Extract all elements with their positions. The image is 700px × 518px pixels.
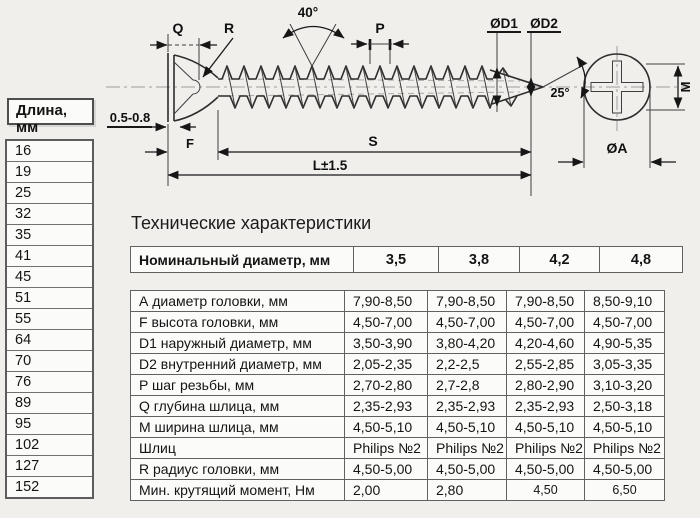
spec-value: 4,50: [507, 480, 585, 501]
screw-technical-drawing: [0, 0, 700, 212]
dim-label-q: Q: [172, 20, 184, 36]
spec-value: 3,10-3,20: [585, 375, 665, 396]
spec-row-label: D1 наружный диаметр, мм: [131, 333, 345, 354]
length-table: [5, 139, 94, 499]
spec-value: 4,50-5,10: [507, 417, 585, 438]
spec-header-diameter: 4,8: [600, 247, 683, 273]
dim-label-r: R: [223, 20, 235, 36]
spec-value: 2,80-2,90: [507, 375, 585, 396]
spec-value: 4,90-5,35: [585, 333, 665, 354]
length-value: 102: [6, 435, 93, 456]
length-value: 95: [6, 414, 93, 435]
spec-value: 4,50-7,00: [585, 312, 665, 333]
spec-row-label: P шаг резьбы, мм: [131, 375, 345, 396]
spec-row: [131, 291, 665, 312]
length-value: 76: [6, 372, 93, 393]
spec-value: 4,50-5,10: [585, 417, 665, 438]
dimension-lines: [107, 24, 678, 175]
length-row: [6, 393, 93, 414]
spec-value: 3,05-3,35: [585, 354, 665, 375]
spec-value: 3,50-3,90: [345, 333, 428, 354]
spec-value: 7,90-8,50: [507, 291, 585, 312]
spec-value: 2,00: [345, 480, 428, 501]
spec-value: 2,80: [428, 480, 507, 501]
spec-value: Philips №2: [345, 438, 428, 459]
dim-label-d1: ØD1: [490, 16, 518, 31]
length-value: 55: [6, 309, 93, 330]
length-table-header: Длина, мм: [7, 98, 94, 125]
length-row: [6, 267, 93, 288]
spec-row: [131, 333, 665, 354]
spec-row-label: R радиус головки, мм: [131, 459, 345, 480]
spec-header-diameter: 3,5: [354, 247, 439, 273]
length-value: 19: [6, 162, 93, 183]
dim-label-m: M: [678, 81, 693, 93]
spec-value: 4,50-5,00: [507, 459, 585, 480]
length-row: [6, 183, 93, 204]
spec-value: 2,35-2,93: [507, 396, 585, 417]
screw-front-view: [584, 46, 650, 131]
spec-value: 2,35-2,93: [428, 396, 507, 417]
spec-value: 4,50-5,10: [345, 417, 428, 438]
length-value: 35: [6, 225, 93, 246]
spec-value: 4,50-5,00: [428, 459, 507, 480]
dim-label-40deg: 40°: [297, 5, 319, 20]
spec-value: 7,90-8,50: [428, 291, 507, 312]
spec-row-label: Шлиц: [131, 438, 345, 459]
spec-value: 2,05-2,35: [345, 354, 428, 375]
spec-value: 4,50-7,00: [507, 312, 585, 333]
length-value: 25: [6, 183, 93, 204]
dim-label-p: P: [375, 20, 385, 36]
spec-table: [130, 290, 665, 501]
spec-row: [131, 417, 665, 438]
spec-value: Philips №2: [585, 438, 665, 459]
length-row: [6, 414, 93, 435]
length-row: [6, 456, 93, 477]
spec-value: 4,50-5,10: [428, 417, 507, 438]
dim-label-f: F: [186, 136, 194, 151]
length-value: 152: [6, 477, 93, 499]
spec-row: [131, 480, 665, 501]
length-row: [6, 246, 93, 267]
spec-value: Philips №2: [507, 438, 585, 459]
spec-title: Технические характеристики: [131, 213, 372, 233]
spec-row: [131, 438, 665, 459]
spec-row-label: D2 внутренний диаметр, мм: [131, 354, 345, 375]
length-value: 32: [6, 204, 93, 225]
spec-row: [131, 459, 665, 480]
length-row: [6, 204, 93, 225]
spec-row: [131, 354, 665, 375]
spec-row-label: М ширина шлица, мм: [131, 417, 345, 438]
length-value: 45: [6, 267, 93, 288]
length-row: [6, 140, 93, 162]
length-row: [6, 288, 93, 309]
dimension-extensions: [168, 33, 685, 196]
spec-value: 2,70-2,80: [345, 375, 428, 396]
length-value: 16: [6, 140, 93, 162]
spec-header-table: [130, 246, 683, 273]
dim-label-rim: 0.5-0.8: [109, 110, 151, 125]
spec-value: 3,80-4,20: [428, 333, 507, 354]
spec-value: 4,50-5,00: [585, 459, 665, 480]
spec-value: 2,35-2,93: [345, 396, 428, 417]
dim-label-d2: ØD2: [530, 16, 558, 31]
spec-row: [131, 312, 665, 333]
spec-value: 4,50-5,00: [345, 459, 428, 480]
spec-row-label: Мин. крутящий момент, Нм: [131, 480, 345, 501]
spec-value: 8,50-9,10: [585, 291, 665, 312]
length-value: 51: [6, 288, 93, 309]
length-row: [6, 330, 93, 351]
spec-row-label: Q глубина шлица, мм: [131, 396, 345, 417]
length-value: 41: [6, 246, 93, 267]
spec-header-label: Номинальный диаметр, мм: [131, 247, 354, 273]
spec-header-row: [131, 247, 683, 273]
spec-value: Philips №2: [428, 438, 507, 459]
dim-label-25deg: 25°: [550, 86, 570, 100]
spec-value: 7,90-8,50: [345, 291, 428, 312]
dim-label-s: S: [368, 133, 378, 149]
length-row: [6, 351, 93, 372]
length-row: [6, 225, 93, 246]
length-value: 64: [6, 330, 93, 351]
length-row: [6, 477, 93, 499]
dim-label-l: L±1.5: [312, 158, 348, 173]
spec-row-label: F высота головки, мм: [131, 312, 345, 333]
length-row: [6, 372, 93, 393]
length-value: 89: [6, 393, 93, 414]
length-value: 127: [6, 456, 93, 477]
dim-label-a: ØA: [606, 140, 628, 156]
spec-value: 4,50-7,00: [345, 312, 428, 333]
spec-value: 2,55-2,85: [507, 354, 585, 375]
spec-header-diameter: 4,2: [520, 247, 600, 273]
length-value: 70: [6, 351, 93, 372]
spec-value: 6,50: [585, 480, 665, 501]
spec-value: 2,50-3,18: [585, 396, 665, 417]
spec-value: 4,50-7,00: [428, 312, 507, 333]
spec-row: [131, 375, 665, 396]
length-row: [6, 309, 93, 330]
spec-value: 4,20-4,60: [507, 333, 585, 354]
spec-value: 2,2-2,5: [428, 354, 507, 375]
length-row: [6, 162, 93, 183]
spec-header-diameter: 3,8: [439, 247, 520, 273]
spec-row-label: А диаметр головки, мм: [131, 291, 345, 312]
spec-row: [131, 396, 665, 417]
spec-value: 2,7-2,8: [428, 375, 507, 396]
length-row: [6, 435, 93, 456]
